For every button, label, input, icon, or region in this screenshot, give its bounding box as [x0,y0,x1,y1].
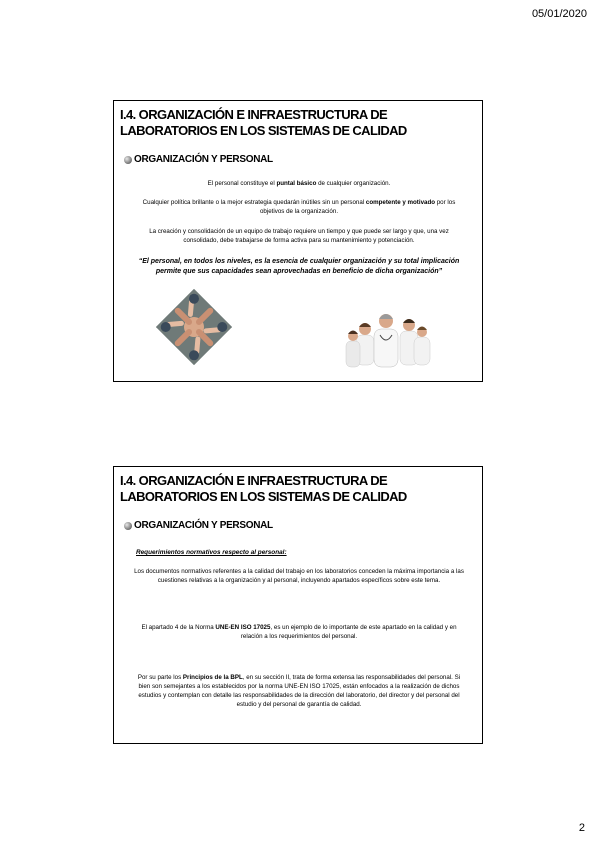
section-heading [124,154,273,165]
paragraph: La creación y consolidación de un equipo de trabajo requiere un tiempo y que puede ser largo y que, una vez consolidado, debe trabajarse de forma activa para su mantenimiento y potenciación. [149,228,449,244]
text: Por su parte los [137,674,183,681]
slide-2 [113,466,483,744]
subheading: Requerimientos normativos respecto al personal: [136,549,287,556]
page-date: 05/01/2020 [531,8,587,20]
text: , en su sección II, trata de forma extensa las responsabilidades del personal. Si bien son semejantes a los establecidos por la norma UNE-EN ISO 17025, están enfocados a la realización de dichos estudios y contemplan con detalle las responsabilidades de la dirección del laboratorio, del director y del personal del estudio y del personal de garantía de calidad. [138,674,461,708]
medical-staff-image [342,301,434,371]
text: El personal constituye el [207,180,277,187]
paragraph [134,198,464,216]
section-label: ORGANIZACIÓN Y PERSONAL [134,520,273,531]
paragraph [134,673,464,709]
section-label: ORGANIZACIÓN Y PERSONAL [134,154,273,165]
text: , es un ejemplo de lo importante de este apartado en la calidad y en relación a los requerimientos del personal. [240,624,457,640]
bold-text: Principios de la BPL [182,674,243,681]
slide-title: I.4. ORGANIZACIÓN E INFRAESTRUCTURA DE LABORATORIOS EN LOS SISTEMAS DE CALIDAD [120,473,407,504]
text: de cualquier organización. [316,180,391,187]
bold-text: puntal básico [276,180,317,187]
text: Cualquier política brillante o la mejor estrategia quedarán inútiles sin un personal [142,199,366,206]
paragraph [134,179,464,188]
team-hands-image [156,289,232,365]
bold-text: UNE-EN ISO 17025 [215,624,271,631]
text: El apartado 4 de la Norma [141,624,216,631]
sphere-bullet-icon [124,156,132,164]
page-number: 2 [578,822,585,834]
sphere-bullet-icon [124,522,132,530]
slide-1 [113,100,483,382]
slide-title: I.4. ORGANIZACIÓN E INFRAESTRUCTURA DE LABORATORIOS EN LOS SISTEMAS DE CALIDAD [120,107,407,138]
quote: “El personal, en todos los niveles, es la esencia de cualquier organización y su total implicación permite que sus capacidades sean aprovechadas en beneficio de dicha organización” [138,258,460,275]
section-heading [124,520,273,531]
paragraph [134,623,464,641]
paragraph: Los documentos normativos referentes a la calidad del trabajo en los laboratorios conceden la máxima importancia a las cuestiones relativas a la organización y al personal, incluyendo apartados específicos sobre este tema. [134,568,464,584]
bold-text: competente y motivado [365,199,436,206]
text: por los objetivos de la organización. [259,199,456,215]
